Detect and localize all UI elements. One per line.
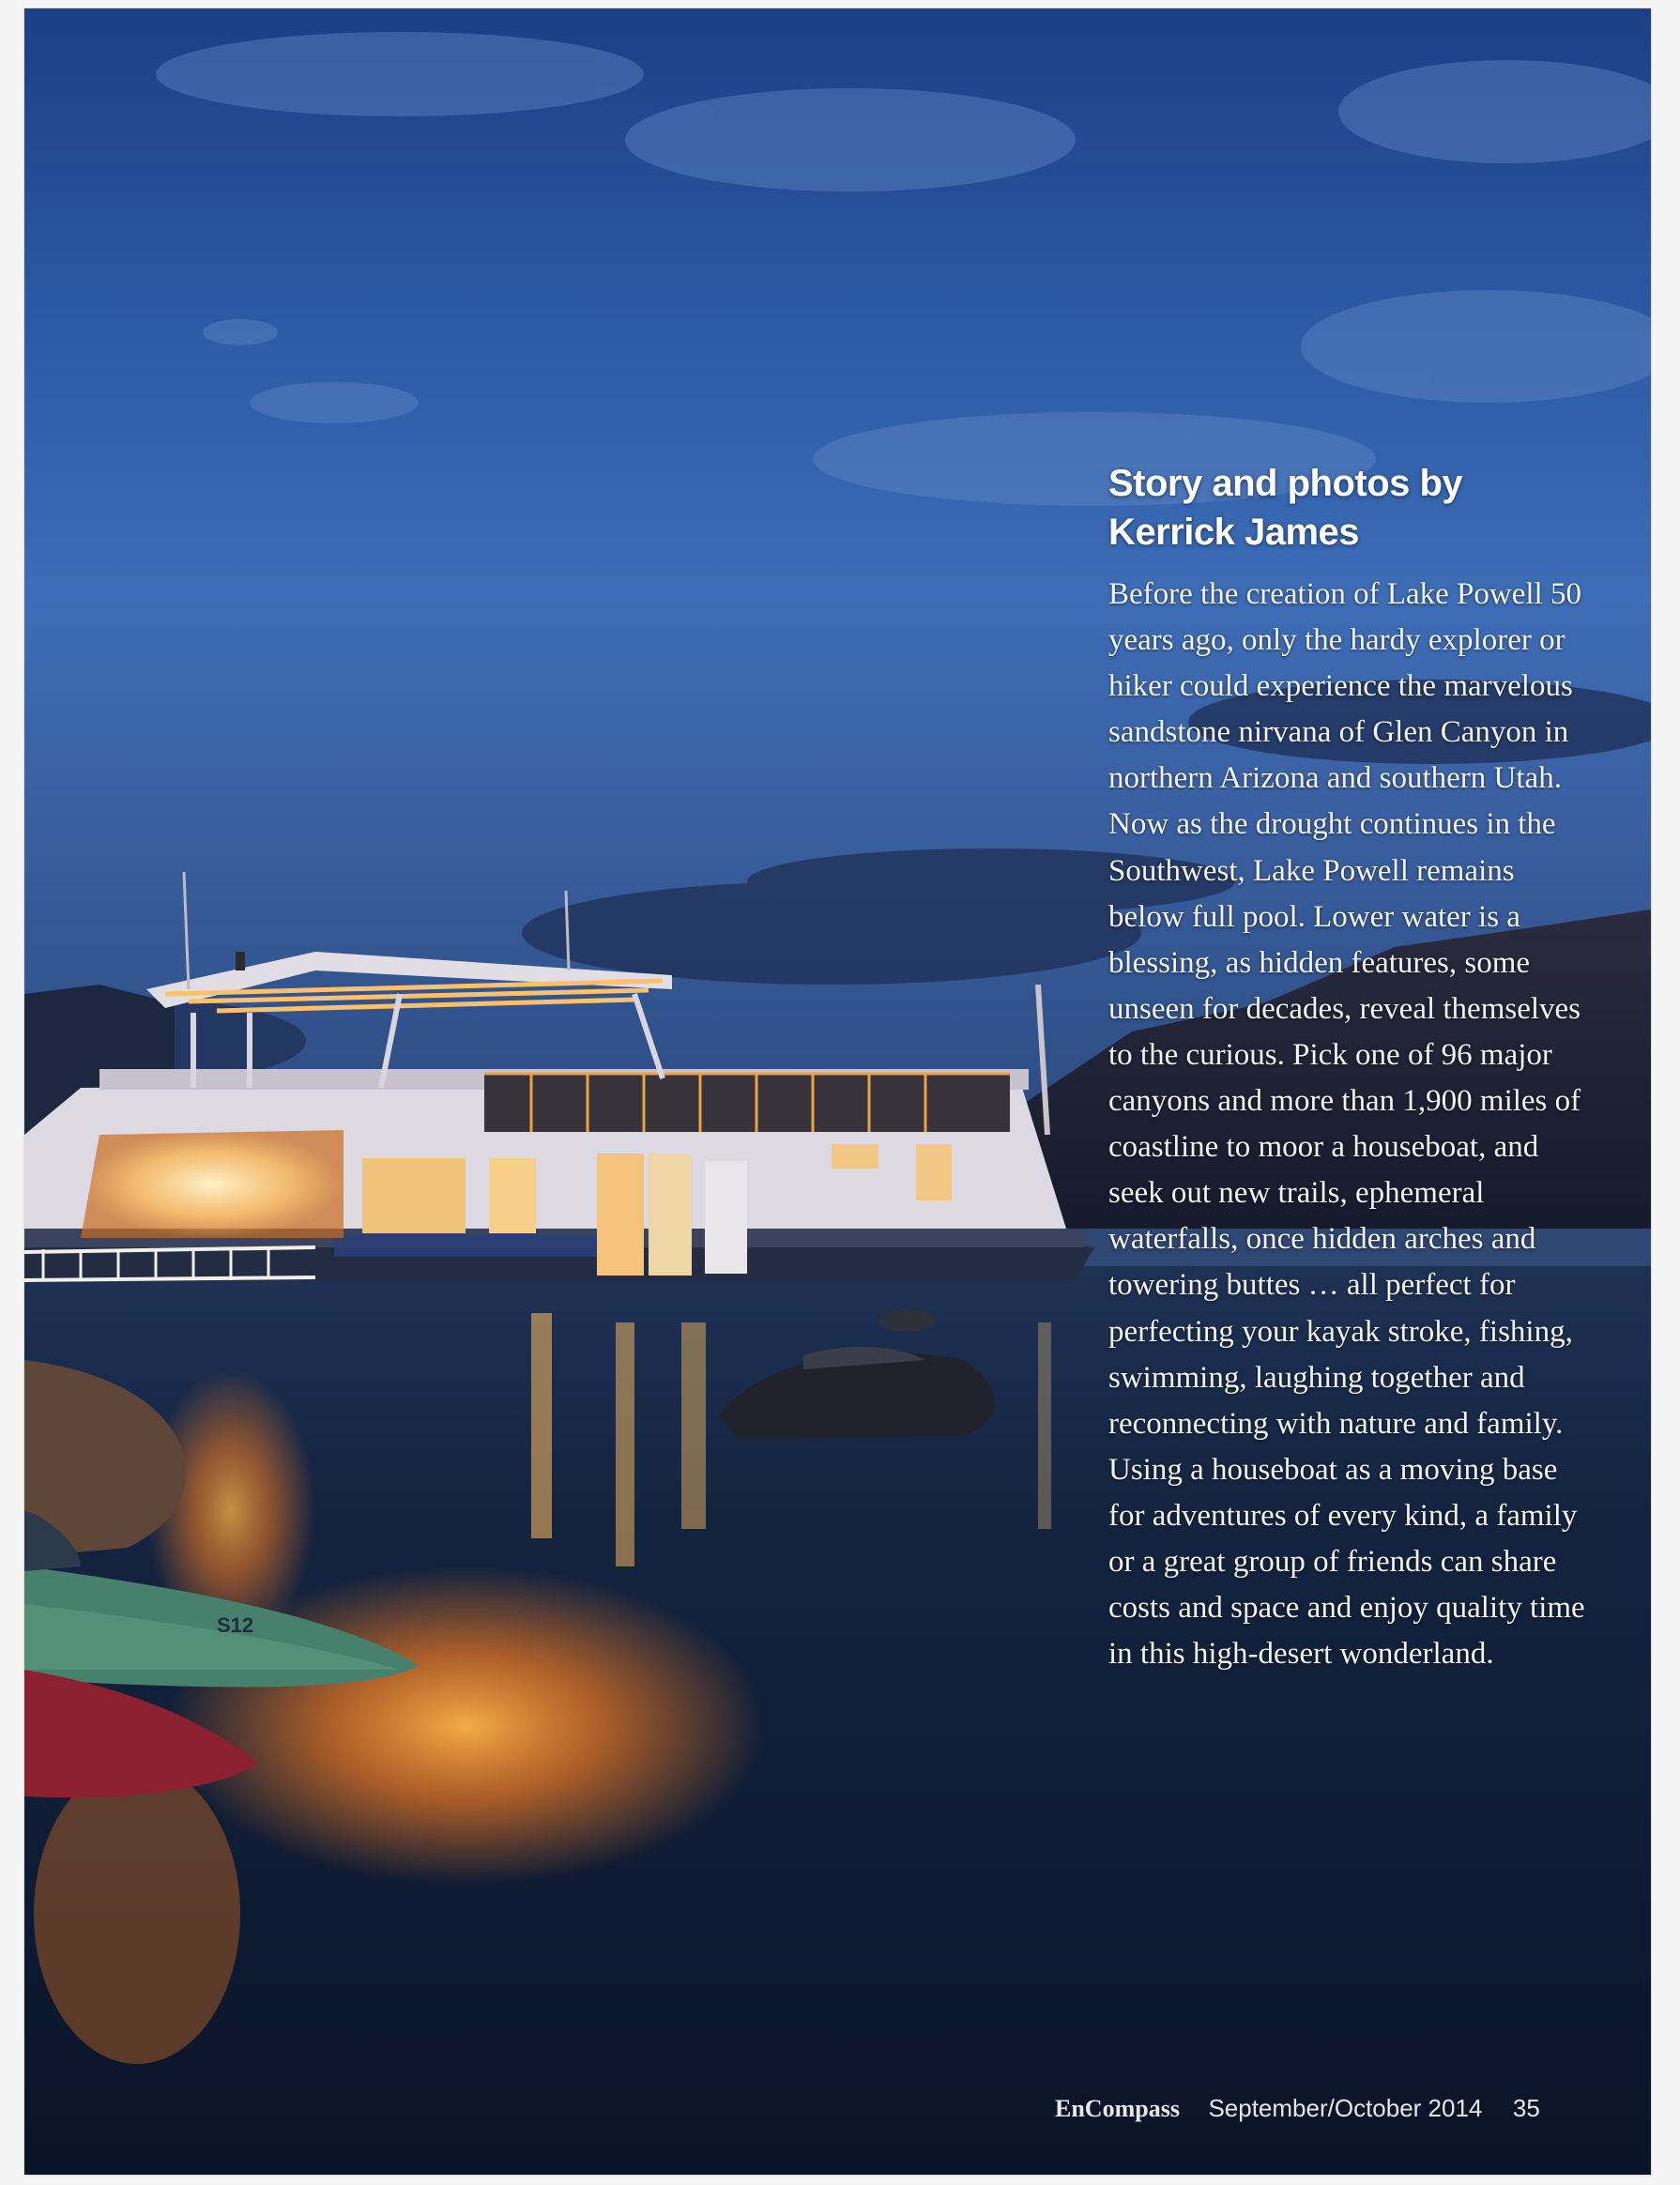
magazine-page bbox=[24, 8, 1651, 2175]
issue-date: September/October 2014 bbox=[1208, 2094, 1483, 2122]
kayak-label: S12 bbox=[217, 1613, 254, 1637]
byline: Story and photos by Kerrick James bbox=[1108, 463, 1463, 553]
magazine-name: EnCompass bbox=[1055, 2095, 1180, 2122]
page-footer bbox=[1055, 2094, 1540, 2123]
article-intro bbox=[1108, 459, 1596, 1677]
page-number: 35 bbox=[1512, 2094, 1540, 2122]
article-body: Before the creation of Lake Powell 50 years ago, only the hardy explorer or hiker could experience the marvelous sandstone nirvana of Glen Canyon in northern Arizona and southern Utah. Now as the drought continues in the Southwest, Lake Powell remains below full pool. Lower water is a blessing, as hidden features, some unseen for decades, reveal themselves to the curious. Pick one of 96 major canyons and more than 1,900 miles of coastline to moor a houseboat, and seek out new trails, ephemeral waterfalls, once hidden arches and towering buttes … all perfect for perfecting your kayak stroke, fishing, swimming, laughing together and reconnecting with nature and family. Using a houseboat as a moving base for adventures of every kind, a family or a great group of friends can share costs and space and enjoy quality time in this high-desert wonderland. bbox=[1108, 577, 1585, 1672]
